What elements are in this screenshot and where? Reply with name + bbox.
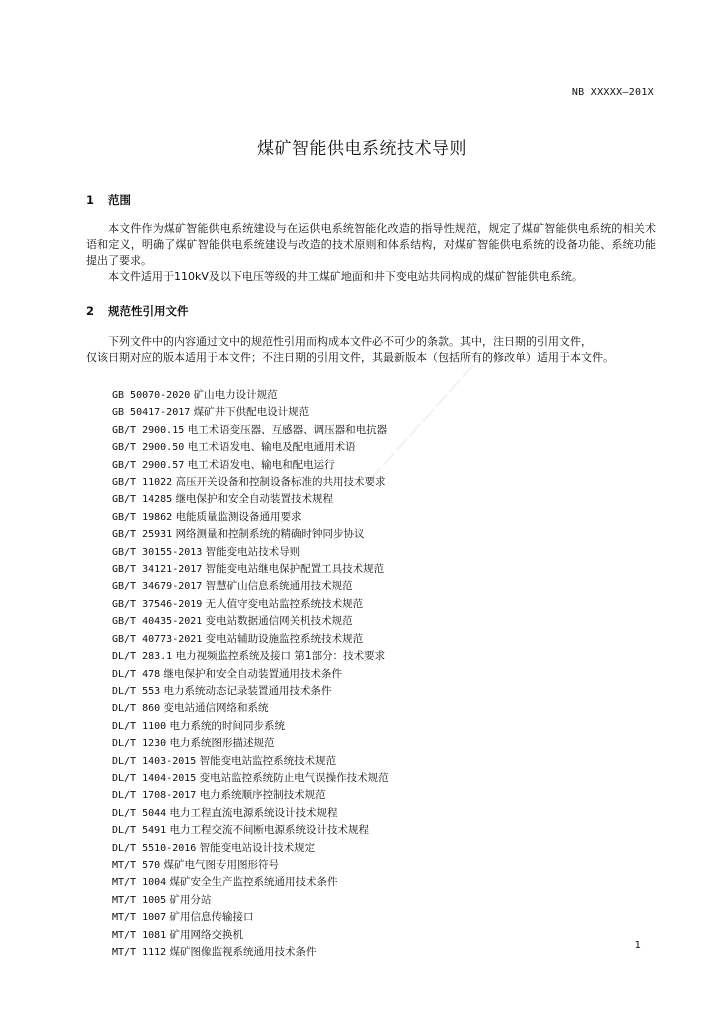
reference-name: 煤矿井下供配电设计规范: [193, 406, 310, 419]
section-1-title: 范围: [108, 193, 132, 207]
reference-item: [112, 509, 389, 526]
reference-name: 矿用分站: [169, 893, 212, 906]
reference-item: [112, 909, 389, 926]
reference-code: GB 50417-2017: [112, 407, 191, 419]
reference-name: 智能变电站技术导则: [205, 545, 301, 558]
reference-name: 电工术语发电、输电及配电通用术语: [187, 441, 356, 454]
reference-name: 变电站数据通信网关机技术规范: [205, 615, 353, 628]
reference-code: DL/T 860: [112, 703, 161, 715]
section-2-intro: [86, 334, 656, 366]
reference-name: 电力工程交流不间断电源系统设计技术规程: [169, 824, 370, 837]
reference-item: [112, 927, 389, 944]
reference-item: [112, 822, 389, 839]
reference-item: [112, 840, 389, 857]
reference-name: 电工术语变压器、互感器、调压器和电抗器: [187, 423, 388, 436]
reference-item: [112, 491, 389, 508]
reference-item: [112, 474, 389, 491]
reference-name: 电力系统图形描述规范: [169, 737, 275, 750]
page-title: 煤矿智能供电系统技术导则: [257, 139, 467, 159]
watermark: ────────: [360, 353, 488, 491]
reference-code: GB/T 11022: [112, 477, 173, 489]
reference-item: [112, 700, 389, 717]
reference-code: DL/T 478: [112, 668, 161, 680]
reference-item: [112, 631, 389, 648]
reference-item: [112, 892, 389, 909]
reference-item: [112, 457, 389, 474]
reference-item: [112, 805, 389, 822]
reference-item: [112, 526, 389, 543]
reference-code: GB/T 25931: [112, 529, 173, 541]
reference-name: 电力系统动态记录装置通用技术条件: [163, 684, 332, 697]
reference-name: 煤矿电气图专用图形符号: [163, 858, 280, 871]
reference-code: DL/T 1708-2017: [112, 790, 197, 802]
reference-code: GB/T 40773-2021: [112, 633, 203, 645]
reference-name: 电力视频监控系统及接口 第1部分：技术要求: [175, 650, 386, 663]
reference-name: 矿用网络交换机: [169, 928, 244, 941]
reference-name: 电力系统的时间同步系统: [169, 719, 286, 732]
reference-item: [112, 561, 389, 578]
reference-code: MT/T 1007: [112, 912, 167, 924]
reference-code: GB/T 30155-2013: [112, 546, 203, 558]
reference-name: 高压开关设备和控制设备标准的共用技术要求: [175, 476, 386, 489]
reference-item: [112, 578, 389, 595]
reference-item: [112, 787, 389, 804]
reference-item: [112, 596, 389, 613]
document-code: NB XXXXX—201X: [571, 87, 654, 98]
reference-code: DL/T 553: [112, 685, 161, 697]
reference-name: 矿山电力设计规范: [193, 389, 278, 401]
section-2-intro-line: 下列文件中的内容通过文中的规范性引用而构成本文件必不可少的条款。其中，注日期的引用文件，: [108, 335, 592, 348]
reference-code: GB/T 2900.57: [112, 459, 185, 471]
section-1-paragraph: 本文件作为煤矿智能供电系统建设与在运供电系统智能化改造的指导性规范，规定了煤矿智能供电系统的相关术语和定义，明确了煤矿智能供电系统建设与改造的技术原则和体系结构，对煤矿智能供电系统的设备功能、系统功能提出了要求。: [86, 222, 656, 267]
reference-code: DL/T 1403-2015: [112, 755, 197, 767]
reference-item: [112, 387, 389, 404]
reference-code: DL/T 1230: [112, 738, 167, 750]
reference-name: 电工术语发电、输电和配电运行: [187, 458, 335, 471]
reference-item: [112, 613, 389, 630]
reference-item: [112, 683, 389, 700]
reference-code: GB 50070-2020: [112, 390, 191, 401]
reference-item: [112, 857, 389, 874]
reference-name: 煤矿安全生产监控系统通用技术条件: [169, 876, 338, 889]
reference-name: 继电保护和安全自动装置技术规程: [175, 493, 334, 506]
reference-code: DL/T 283.1: [112, 651, 173, 663]
reference-item: [112, 753, 389, 770]
reference-code: DL/T 5044: [112, 807, 167, 819]
reference-code: DL/T 1100: [112, 720, 167, 732]
reference-name: 电力工程直流电源系统设计技术规程: [169, 806, 338, 819]
section-2-number: 2: [86, 304, 95, 318]
section-1-number: 1: [86, 193, 95, 207]
reference-name: 变电站辅助设施监控系统技术规范: [205, 632, 364, 645]
section-2-heading: [86, 303, 189, 319]
section-1-paragraph: 本文件适用于110kV及以下电压等级的井工煤矿地面和井下变电站共同构成的煤矿智能供电系统。: [108, 270, 583, 283]
reference-item: [112, 718, 389, 735]
reference-code: DL/T 5510-2016: [112, 842, 197, 854]
reference-name: 电能质量监测设备通用要求: [175, 510, 302, 523]
reference-name: 变电站监控系统防止电气误操作技术规范: [199, 771, 389, 784]
reference-item: [112, 422, 389, 439]
reference-name: 智能变电站继电保护配置工具技术规范: [205, 563, 385, 576]
reference-code: GB/T 2900.50: [112, 442, 185, 454]
reference-code: GB/T 34121-2017: [112, 564, 203, 576]
reference-name: 智能变电站设计技术规定: [199, 841, 316, 854]
reference-item: [112, 404, 389, 421]
page-number: 1: [634, 940, 641, 951]
reference-name: 无人值守变电站监控系统技术规范: [205, 597, 364, 610]
reference-code: GB/T 14285: [112, 494, 173, 506]
reference-item: [112, 770, 389, 787]
reference-code: GB/T 34679-2017: [112, 581, 203, 593]
reference-code: GB/T 19862: [112, 511, 173, 523]
reference-name: 智慧矿山信息系统通用技术规范: [205, 580, 353, 593]
reference-code: MT/T 1005: [112, 894, 167, 906]
reference-code: MT/T 1112: [112, 947, 167, 958]
section-1-heading: [86, 192, 131, 208]
reference-name: 变电站通信网络和系统: [163, 702, 269, 715]
section-2-title: 规范性引用文件: [108, 304, 189, 318]
reference-code: MT/T 1081: [112, 929, 167, 941]
reference-code: MT/T 570: [112, 859, 161, 871]
reference-code: DL/T 1404-2015: [112, 772, 197, 784]
reference-name: 矿用信息传输接口: [169, 911, 254, 924]
reference-item: [112, 544, 389, 561]
reference-name: 继电保护和安全自动装置通用技术条件: [163, 667, 343, 680]
reference-name: 智能变电站监控系统技术规范: [199, 754, 337, 767]
reference-name: 电力系统顺序控制技术规范: [199, 789, 326, 802]
reference-item: [112, 648, 389, 665]
reference-item: [112, 666, 389, 683]
section-1-body: [86, 221, 656, 285]
reference-name: 煤矿图像监视系统通用技术条件: [169, 946, 317, 958]
section-2-intro-rest: 仅该日期对应的版本适用于本文件；不注日期的引用文件，其最新版本（包括所有的修改单）适用于本文件。: [86, 351, 614, 364]
reference-item: [112, 944, 389, 961]
reference-code: DL/T 5491: [112, 825, 167, 837]
reference-code: GB/T 2900.15: [112, 424, 185, 436]
reference-list: [112, 387, 389, 961]
reference-code: GB/T 40435-2021: [112, 616, 203, 628]
reference-item: [112, 874, 389, 891]
reference-item: [112, 439, 389, 456]
reference-code: MT/T 1004: [112, 877, 167, 889]
reference-code: GB/T 37546-2019: [112, 598, 203, 610]
reference-item: [112, 735, 389, 752]
reference-name: 网络测量和控制系统的精确时钟同步协议: [175, 528, 365, 541]
